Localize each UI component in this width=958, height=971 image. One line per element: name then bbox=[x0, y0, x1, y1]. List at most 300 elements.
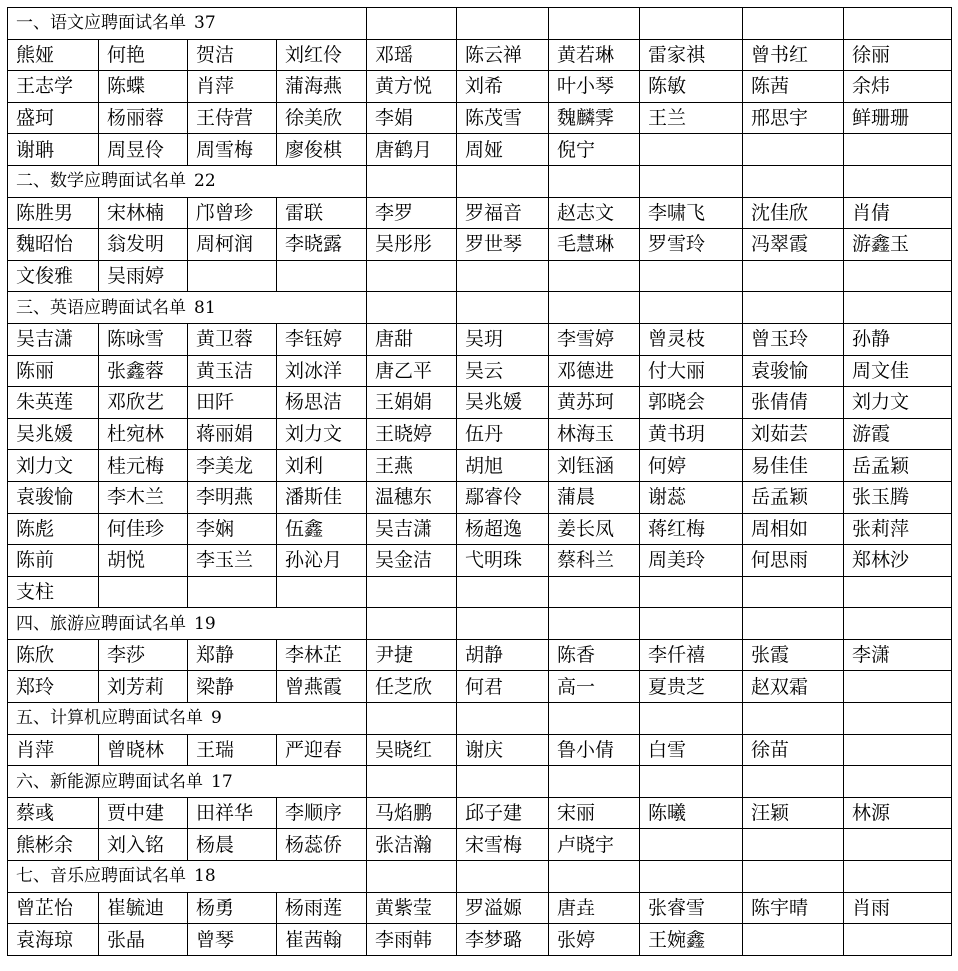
candidate-name: 张晶 bbox=[99, 924, 188, 956]
candidate-name: 王侍营 bbox=[188, 102, 277, 134]
candidate-name: 唐垚 bbox=[549, 892, 640, 924]
candidate-name: 周娅 bbox=[457, 134, 549, 166]
section-title-text: 四、旅游应聘面试名单 bbox=[16, 613, 186, 634]
candidate-name: 邱子建 bbox=[457, 797, 549, 829]
candidate-name: 黄紫莹 bbox=[367, 892, 457, 924]
empty-cell bbox=[743, 829, 844, 861]
candidate-name: 李仟禧 bbox=[640, 639, 743, 671]
candidate-name: 翁发明 bbox=[99, 229, 188, 261]
candidate-name: 陈胜男 bbox=[8, 197, 99, 229]
candidate-name: 陈云禅 bbox=[457, 39, 549, 71]
candidate-name: 宋丽 bbox=[549, 797, 640, 829]
empty-cell bbox=[457, 576, 549, 608]
candidate-name: 蒲晨 bbox=[549, 481, 640, 513]
roster-body bbox=[8, 8, 952, 956]
candidate-name: 李木兰 bbox=[99, 481, 188, 513]
section-count: 81 bbox=[194, 297, 216, 318]
empty-cell bbox=[743, 924, 844, 956]
empty-cell bbox=[457, 8, 549, 40]
empty-cell bbox=[844, 766, 952, 798]
candidate-name: 唐乙平 bbox=[367, 355, 457, 387]
candidate-name: 魏昭怡 bbox=[8, 229, 99, 261]
candidate-name: 鲜珊珊 bbox=[844, 102, 952, 134]
candidate-name: 徐美欣 bbox=[277, 102, 367, 134]
empty-cell bbox=[640, 576, 743, 608]
candidate-name: 吴吉潇 bbox=[367, 513, 457, 545]
empty-cell bbox=[640, 165, 743, 197]
empty-cell bbox=[549, 703, 640, 735]
candidate-name: 李莎 bbox=[99, 639, 188, 671]
candidate-name: 付大丽 bbox=[640, 355, 743, 387]
candidate-name: 陈欣 bbox=[8, 639, 99, 671]
name-row bbox=[8, 355, 952, 387]
empty-cell bbox=[457, 861, 549, 893]
candidate-name: 袁骏愉 bbox=[743, 355, 844, 387]
empty-cell bbox=[99, 576, 188, 608]
candidate-name: 徐苗 bbox=[743, 734, 844, 766]
candidate-name: 王兰 bbox=[640, 102, 743, 134]
candidate-name: 吴彤彤 bbox=[367, 229, 457, 261]
candidate-name: 唐甜 bbox=[367, 323, 457, 355]
empty-cell bbox=[457, 260, 549, 292]
candidate-name: 肖萍 bbox=[8, 734, 99, 766]
name-row bbox=[8, 418, 952, 450]
empty-cell bbox=[367, 260, 457, 292]
candidate-name: 黄苏珂 bbox=[549, 387, 640, 419]
candidate-name: 白雪 bbox=[640, 734, 743, 766]
section-header-row bbox=[8, 165, 952, 197]
candidate-name: 徐丽 bbox=[844, 39, 952, 71]
candidate-name: 谢蕊 bbox=[640, 481, 743, 513]
candidate-name: 田阡 bbox=[188, 387, 277, 419]
empty-cell bbox=[367, 703, 457, 735]
candidate-name: 李雨韩 bbox=[367, 924, 457, 956]
empty-cell bbox=[457, 766, 549, 798]
candidate-name: 黄玉洁 bbox=[188, 355, 277, 387]
candidate-name: 周柯润 bbox=[188, 229, 277, 261]
candidate-name: 王晓婷 bbox=[367, 418, 457, 450]
candidate-name: 熊彬余 bbox=[8, 829, 99, 861]
candidate-name: 陈曦 bbox=[640, 797, 743, 829]
candidate-name: 黄方悦 bbox=[367, 71, 457, 103]
candidate-name: 曾晓林 bbox=[99, 734, 188, 766]
candidate-name: 岳孟颖 bbox=[743, 481, 844, 513]
candidate-name: 汪颖 bbox=[743, 797, 844, 829]
candidate-name: 王瑞 bbox=[188, 734, 277, 766]
candidate-name: 毛慧琳 bbox=[549, 229, 640, 261]
candidate-name: 胡静 bbox=[457, 639, 549, 671]
candidate-name: 曾玉玲 bbox=[743, 323, 844, 355]
empty-cell bbox=[640, 829, 743, 861]
candidate-name: 李潇 bbox=[844, 639, 952, 671]
candidate-name: 刘利 bbox=[277, 450, 367, 482]
candidate-name: 杜宛林 bbox=[99, 418, 188, 450]
candidate-name: 吴兆媛 bbox=[8, 418, 99, 450]
candidate-name: 杨雨莲 bbox=[277, 892, 367, 924]
section-title bbox=[8, 766, 367, 798]
empty-cell bbox=[457, 703, 549, 735]
candidate-name: 盛珂 bbox=[8, 102, 99, 134]
empty-cell bbox=[367, 8, 457, 40]
section-count: 17 bbox=[211, 771, 233, 792]
empty-cell bbox=[844, 165, 952, 197]
candidate-name: 蒋红梅 bbox=[640, 513, 743, 545]
candidate-name: 肖倩 bbox=[844, 197, 952, 229]
candidate-name: 周美玲 bbox=[640, 545, 743, 577]
section-title bbox=[8, 861, 367, 893]
candidate-name: 刘红伶 bbox=[277, 39, 367, 71]
candidate-name: 刘芳莉 bbox=[99, 671, 188, 703]
candidate-name: 肖雨 bbox=[844, 892, 952, 924]
candidate-name: 李啸飞 bbox=[640, 197, 743, 229]
empty-cell bbox=[549, 8, 640, 40]
empty-cell bbox=[844, 924, 952, 956]
candidate-name: 鲁小倩 bbox=[549, 734, 640, 766]
name-row bbox=[8, 39, 952, 71]
empty-cell bbox=[743, 292, 844, 324]
section-title-text: 三、英语应聘面试名单 bbox=[16, 297, 186, 318]
empty-cell bbox=[743, 861, 844, 893]
section-title bbox=[8, 8, 367, 40]
candidate-name: 罗福音 bbox=[457, 197, 549, 229]
section-count: 22 bbox=[194, 171, 216, 192]
candidate-name: 赵双霜 bbox=[743, 671, 844, 703]
section-title bbox=[8, 165, 367, 197]
empty-cell bbox=[743, 766, 844, 798]
candidate-name: 倪宁 bbox=[549, 134, 640, 166]
candidate-name: 鄢睿伶 bbox=[457, 481, 549, 513]
candidate-name: 孙静 bbox=[844, 323, 952, 355]
candidate-name: 张洁瀚 bbox=[367, 829, 457, 861]
candidate-name: 陈宇晴 bbox=[743, 892, 844, 924]
candidate-name: 游霞 bbox=[844, 418, 952, 450]
section-count: 9 bbox=[211, 708, 222, 729]
candidate-name: 刘力文 bbox=[844, 387, 952, 419]
name-row bbox=[8, 197, 952, 229]
empty-cell bbox=[640, 703, 743, 735]
candidate-name: 何佳珍 bbox=[99, 513, 188, 545]
name-row bbox=[8, 734, 952, 766]
candidate-name: 蔡彧 bbox=[8, 797, 99, 829]
empty-cell bbox=[549, 576, 640, 608]
candidate-name: 梁静 bbox=[188, 671, 277, 703]
empty-cell bbox=[743, 134, 844, 166]
candidate-name: 叶小琴 bbox=[549, 71, 640, 103]
candidate-name: 游鑫玉 bbox=[844, 229, 952, 261]
section-title-text: 六、新能源应聘面试名单 bbox=[16, 771, 203, 792]
section-title-text: 七、音乐应聘面试名单 bbox=[16, 866, 186, 887]
candidate-name: 张霞 bbox=[743, 639, 844, 671]
empty-cell bbox=[549, 608, 640, 640]
empty-cell bbox=[640, 608, 743, 640]
candidate-name: 李钰婷 bbox=[277, 323, 367, 355]
empty-cell bbox=[277, 260, 367, 292]
candidate-name: 岳孟颖 bbox=[844, 450, 952, 482]
candidate-name: 周相如 bbox=[743, 513, 844, 545]
candidate-name: 刘茹芸 bbox=[743, 418, 844, 450]
candidate-name: 郑林沙 bbox=[844, 545, 952, 577]
name-row bbox=[8, 829, 952, 861]
candidate-name: 郑玲 bbox=[8, 671, 99, 703]
candidate-name: 宋林楠 bbox=[99, 197, 188, 229]
candidate-name: 李美龙 bbox=[188, 450, 277, 482]
section-header-row bbox=[8, 292, 952, 324]
candidate-name: 邝曾珍 bbox=[188, 197, 277, 229]
candidate-name: 陈咏雪 bbox=[99, 323, 188, 355]
section-title bbox=[8, 608, 367, 640]
candidate-name: 周昱伶 bbox=[99, 134, 188, 166]
empty-cell bbox=[640, 260, 743, 292]
empty-cell bbox=[188, 260, 277, 292]
candidate-name: 沈佳欣 bbox=[743, 197, 844, 229]
candidate-name: 何婷 bbox=[640, 450, 743, 482]
empty-cell bbox=[457, 165, 549, 197]
candidate-name: 张莉萍 bbox=[844, 513, 952, 545]
name-row bbox=[8, 260, 952, 292]
candidate-name: 宋雪梅 bbox=[457, 829, 549, 861]
candidate-name: 张鑫蓉 bbox=[99, 355, 188, 387]
candidate-name: 王婉鑫 bbox=[640, 924, 743, 956]
empty-cell bbox=[367, 766, 457, 798]
candidate-name: 李玉兰 bbox=[188, 545, 277, 577]
candidate-name: 刘钰涵 bbox=[549, 450, 640, 482]
candidate-name: 吴吉潇 bbox=[8, 323, 99, 355]
empty-cell bbox=[549, 165, 640, 197]
candidate-name: 陈蝶 bbox=[99, 71, 188, 103]
candidate-name: 潘斯佳 bbox=[277, 481, 367, 513]
candidate-name: 桂元梅 bbox=[99, 450, 188, 482]
section-header-row bbox=[8, 861, 952, 893]
candidate-name: 邓欣艺 bbox=[99, 387, 188, 419]
candidate-name: 刘希 bbox=[457, 71, 549, 103]
candidate-name: 熊娅 bbox=[8, 39, 99, 71]
candidate-name: 何艳 bbox=[99, 39, 188, 71]
candidate-name: 李娴 bbox=[188, 513, 277, 545]
empty-cell bbox=[743, 8, 844, 40]
empty-cell bbox=[844, 8, 952, 40]
section-title-text: 五、计算机应聘面试名单 bbox=[16, 708, 203, 729]
candidate-name: 赵志文 bbox=[549, 197, 640, 229]
candidate-name: 杨超逸 bbox=[457, 513, 549, 545]
candidate-name: 胡旭 bbox=[457, 450, 549, 482]
candidate-name: 袁骏愉 bbox=[8, 481, 99, 513]
candidate-name: 李娟 bbox=[367, 102, 457, 134]
candidate-name: 郭晓会 bbox=[640, 387, 743, 419]
candidate-name: 陈丽 bbox=[8, 355, 99, 387]
name-row bbox=[8, 450, 952, 482]
candidate-name: 孙沁月 bbox=[277, 545, 367, 577]
candidate-name: 张睿雪 bbox=[640, 892, 743, 924]
candidate-name: 杨丽蓉 bbox=[99, 102, 188, 134]
empty-cell bbox=[640, 861, 743, 893]
candidate-name: 肖萍 bbox=[188, 71, 277, 103]
candidate-name: 黄书玥 bbox=[640, 418, 743, 450]
section-header-row bbox=[8, 766, 952, 798]
candidate-name: 吴金洁 bbox=[367, 545, 457, 577]
candidate-name: 李梦璐 bbox=[457, 924, 549, 956]
candidate-name: 曾琴 bbox=[188, 924, 277, 956]
empty-cell bbox=[844, 734, 952, 766]
candidate-name: 温穗东 bbox=[367, 481, 457, 513]
empty-cell bbox=[743, 165, 844, 197]
candidate-name: 卢晓宇 bbox=[549, 829, 640, 861]
candidate-name: 邓瑶 bbox=[367, 39, 457, 71]
candidate-name: 曾芷怡 bbox=[8, 892, 99, 924]
empty-cell bbox=[844, 260, 952, 292]
name-row bbox=[8, 102, 952, 134]
candidate-name: 杨思洁 bbox=[277, 387, 367, 419]
candidate-name: 邢思宇 bbox=[743, 102, 844, 134]
candidate-name: 尹捷 bbox=[367, 639, 457, 671]
name-row bbox=[8, 481, 952, 513]
name-row bbox=[8, 797, 952, 829]
candidate-name: 陈香 bbox=[549, 639, 640, 671]
section-count: 18 bbox=[194, 866, 216, 887]
candidate-name: 严迎春 bbox=[277, 734, 367, 766]
candidate-name: 张倩倩 bbox=[743, 387, 844, 419]
candidate-name: 崔茜翰 bbox=[277, 924, 367, 956]
candidate-name: 蒋丽娟 bbox=[188, 418, 277, 450]
empty-cell bbox=[277, 576, 367, 608]
candidate-name: 易佳佳 bbox=[743, 450, 844, 482]
candidate-name: 吴雨婷 bbox=[99, 260, 188, 292]
empty-cell bbox=[844, 703, 952, 735]
candidate-name: 杨晨 bbox=[188, 829, 277, 861]
candidate-name: 谢庆 bbox=[457, 734, 549, 766]
empty-cell bbox=[743, 703, 844, 735]
candidate-name: 李顺序 bbox=[277, 797, 367, 829]
candidate-name: 蒲海燕 bbox=[277, 71, 367, 103]
empty-cell bbox=[640, 766, 743, 798]
empty-cell bbox=[844, 608, 952, 640]
empty-cell bbox=[844, 671, 952, 703]
empty-cell bbox=[743, 260, 844, 292]
empty-cell bbox=[549, 861, 640, 893]
empty-cell bbox=[844, 861, 952, 893]
section-title bbox=[8, 292, 367, 324]
section-header-row bbox=[8, 608, 952, 640]
candidate-name: 高一 bbox=[549, 671, 640, 703]
name-row bbox=[8, 576, 952, 608]
candidate-name: 文俊雅 bbox=[8, 260, 99, 292]
candidate-name: 郑静 bbox=[188, 639, 277, 671]
candidate-name: 贾中建 bbox=[99, 797, 188, 829]
candidate-name: 吴玥 bbox=[457, 323, 549, 355]
interview-roster-table bbox=[7, 7, 952, 956]
candidate-name: 朱英莲 bbox=[8, 387, 99, 419]
empty-cell bbox=[457, 292, 549, 324]
name-row bbox=[8, 671, 952, 703]
candidate-name: 李晓露 bbox=[277, 229, 367, 261]
candidate-name: 唐鹤月 bbox=[367, 134, 457, 166]
candidate-name: 陈茜 bbox=[743, 71, 844, 103]
candidate-name: 吴云 bbox=[457, 355, 549, 387]
empty-cell bbox=[640, 134, 743, 166]
candidate-name: 杨勇 bbox=[188, 892, 277, 924]
candidate-name: 姜长凤 bbox=[549, 513, 640, 545]
candidate-name: 曾燕霞 bbox=[277, 671, 367, 703]
empty-cell bbox=[844, 134, 952, 166]
candidate-name: 吴兆媛 bbox=[457, 387, 549, 419]
empty-cell bbox=[640, 292, 743, 324]
empty-cell bbox=[367, 576, 457, 608]
candidate-name: 贺洁 bbox=[188, 39, 277, 71]
candidate-name: 夏贵芝 bbox=[640, 671, 743, 703]
candidate-name: 马焰鹏 bbox=[367, 797, 457, 829]
candidate-name: 林海玉 bbox=[549, 418, 640, 450]
candidate-name: 张婷 bbox=[549, 924, 640, 956]
candidate-name: 李明燕 bbox=[188, 481, 277, 513]
candidate-name: 林源 bbox=[844, 797, 952, 829]
empty-cell bbox=[549, 260, 640, 292]
candidate-name: 王燕 bbox=[367, 450, 457, 482]
name-row bbox=[8, 229, 952, 261]
section-title bbox=[8, 703, 367, 735]
candidate-name: 魏麟霁 bbox=[549, 102, 640, 134]
name-row bbox=[8, 545, 952, 577]
candidate-name: 刘力文 bbox=[277, 418, 367, 450]
name-row bbox=[8, 387, 952, 419]
candidate-name: 黄卫蓉 bbox=[188, 323, 277, 355]
candidate-name: 曾灵枝 bbox=[640, 323, 743, 355]
empty-cell bbox=[743, 576, 844, 608]
empty-cell bbox=[367, 608, 457, 640]
section-header-row bbox=[8, 703, 952, 735]
empty-cell bbox=[743, 608, 844, 640]
empty-cell bbox=[844, 829, 952, 861]
name-row bbox=[8, 134, 952, 166]
candidate-name: 任芝欣 bbox=[367, 671, 457, 703]
empty-cell bbox=[457, 608, 549, 640]
candidate-name: 何思雨 bbox=[743, 545, 844, 577]
candidate-name: 伍鑫 bbox=[277, 513, 367, 545]
section-header-row bbox=[8, 8, 952, 40]
candidate-name: 冯翠霞 bbox=[743, 229, 844, 261]
candidate-name: 吴晓红 bbox=[367, 734, 457, 766]
empty-cell bbox=[188, 576, 277, 608]
candidate-name: 曾书红 bbox=[743, 39, 844, 71]
candidate-name: 田祥华 bbox=[188, 797, 277, 829]
candidate-name: 李罗 bbox=[367, 197, 457, 229]
empty-cell bbox=[844, 576, 952, 608]
name-row bbox=[8, 892, 952, 924]
candidate-name: 李雪婷 bbox=[549, 323, 640, 355]
candidate-name: 陈敏 bbox=[640, 71, 743, 103]
candidate-name: 崔毓迪 bbox=[99, 892, 188, 924]
candidate-name: 罗世琴 bbox=[457, 229, 549, 261]
name-row bbox=[8, 924, 952, 956]
name-row bbox=[8, 639, 952, 671]
section-title-text: 一、语文应聘面试名单 bbox=[16, 13, 186, 34]
candidate-name: 廖俊棋 bbox=[277, 134, 367, 166]
candidate-name: 周文佳 bbox=[844, 355, 952, 387]
section-count: 19 bbox=[194, 613, 216, 634]
candidate-name: 黄若琳 bbox=[549, 39, 640, 71]
candidate-name: 何君 bbox=[457, 671, 549, 703]
candidate-name: 罗溢嫄 bbox=[457, 892, 549, 924]
candidate-name: 胡悦 bbox=[99, 545, 188, 577]
candidate-name: 周雪梅 bbox=[188, 134, 277, 166]
candidate-name: 李林芷 bbox=[277, 639, 367, 671]
candidate-name: 王娟娟 bbox=[367, 387, 457, 419]
section-count: 37 bbox=[194, 13, 216, 34]
candidate-name: 袁海琼 bbox=[8, 924, 99, 956]
candidate-name: 伍丹 bbox=[457, 418, 549, 450]
candidate-name: 刘冰洋 bbox=[277, 355, 367, 387]
candidate-name: 雷联 bbox=[277, 197, 367, 229]
candidate-name: 刘力文 bbox=[8, 450, 99, 482]
candidate-name: 陈前 bbox=[8, 545, 99, 577]
